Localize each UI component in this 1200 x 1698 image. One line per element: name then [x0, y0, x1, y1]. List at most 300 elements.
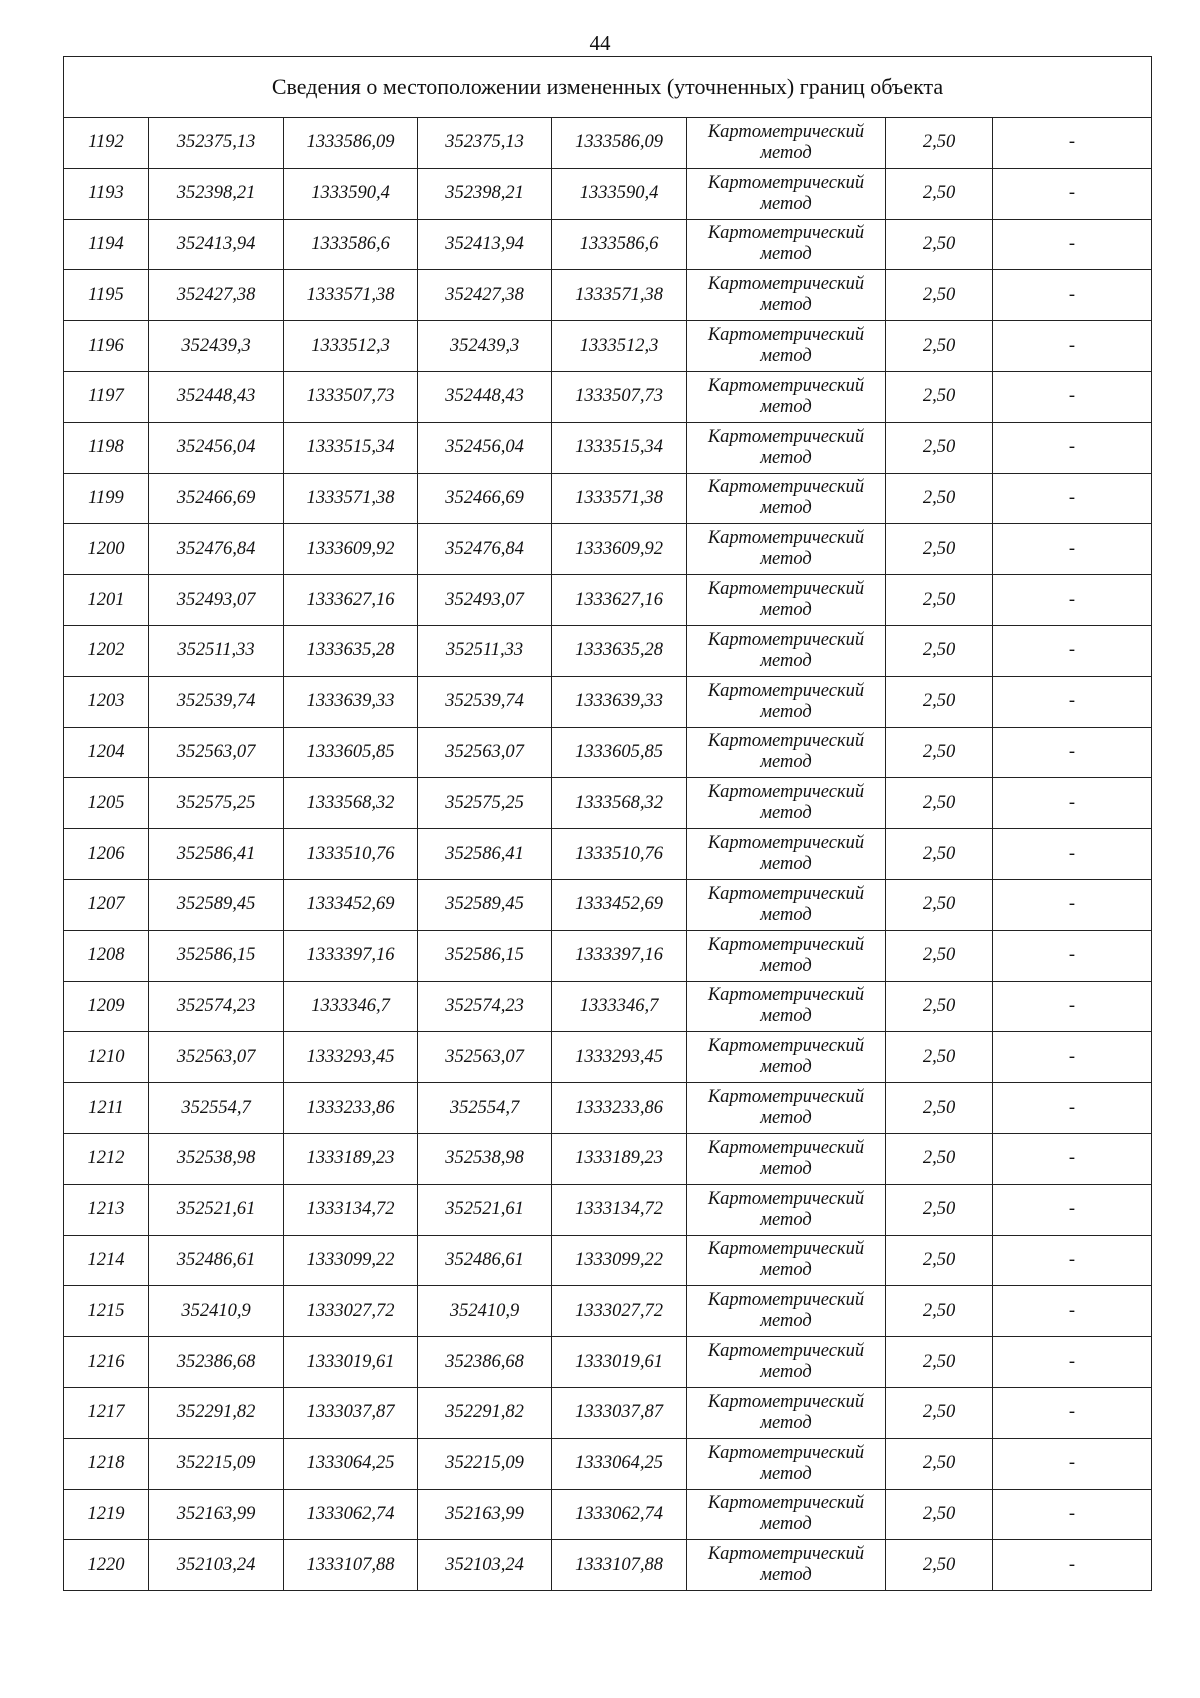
- new-y-cell: 1333064,25: [552, 1438, 687, 1489]
- old-x-cell: 352586,41: [149, 829, 284, 880]
- note-cell: -: [993, 118, 1152, 169]
- method-cell: [687, 1133, 886, 1184]
- method-line-2: метод: [760, 701, 812, 722]
- old-x-cell: 352448,43: [149, 371, 284, 422]
- table-row: [64, 1387, 1152, 1438]
- new-y-cell: 1333346,7: [552, 981, 687, 1032]
- note-cell: -: [993, 575, 1152, 626]
- method-line-2: метод: [760, 1514, 812, 1535]
- new-y-cell: 1333571,38: [552, 270, 687, 321]
- note-cell: -: [993, 676, 1152, 727]
- note-cell: -: [993, 524, 1152, 575]
- table-row: [64, 524, 1152, 575]
- new-y-cell: 1333586,09: [552, 118, 687, 169]
- old-x-cell: 352476,84: [149, 524, 284, 575]
- accuracy-cell: 2,50: [886, 321, 993, 372]
- old-y-cell: 1333062,74: [284, 1489, 418, 1540]
- accuracy-cell: 2,50: [886, 1235, 993, 1286]
- method-line-1: Картометрический: [707, 579, 865, 600]
- point-number-cell: 1208: [64, 930, 149, 981]
- method-line-1: Картометрический: [707, 1544, 865, 1565]
- point-number-cell: 1199: [64, 473, 149, 524]
- method-line-1: Картометрический: [707, 731, 865, 752]
- new-y-cell: 1333099,22: [552, 1235, 687, 1286]
- new-y-cell: 1333590,4: [552, 168, 687, 219]
- new-x-cell: 352291,82: [418, 1387, 552, 1438]
- new-x-cell: 352456,04: [418, 422, 552, 473]
- method-line-2: метод: [760, 1463, 812, 1484]
- old-y-cell: 1333512,3: [284, 321, 418, 372]
- accuracy-cell: 2,50: [886, 1489, 993, 1540]
- old-x-cell: 352163,99: [149, 1489, 284, 1540]
- point-number-cell: 1202: [64, 625, 149, 676]
- method-line-2: метод: [760, 1362, 812, 1383]
- note-cell: -: [993, 371, 1152, 422]
- old-x-cell: 352589,45: [149, 879, 284, 930]
- method-cell: [687, 1184, 886, 1235]
- new-y-cell: 1333507,73: [552, 371, 687, 422]
- method-line-1: Картометрический: [707, 680, 865, 701]
- old-x-cell: 352574,23: [149, 981, 284, 1032]
- new-x-cell: 352586,15: [418, 930, 552, 981]
- note-cell: -: [993, 270, 1152, 321]
- old-y-cell: 1333590,4: [284, 168, 418, 219]
- table-body: [64, 118, 1152, 1591]
- old-y-cell: 1333635,28: [284, 625, 418, 676]
- old-y-cell: 1333586,6: [284, 219, 418, 270]
- method-cell: [687, 422, 886, 473]
- new-x-cell: 352448,43: [418, 371, 552, 422]
- accuracy-cell: 2,50: [886, 727, 993, 778]
- method-line-1: Картометрический: [707, 883, 865, 904]
- old-y-cell: 1333064,25: [284, 1438, 418, 1489]
- new-x-cell: 352410,9: [418, 1286, 552, 1337]
- old-y-cell: 1333027,72: [284, 1286, 418, 1337]
- accuracy-cell: 2,50: [886, 1286, 993, 1337]
- point-number-cell: 1193: [64, 168, 149, 219]
- old-x-cell: 352539,74: [149, 676, 284, 727]
- new-x-cell: 352538,98: [418, 1133, 552, 1184]
- note-cell: -: [993, 829, 1152, 880]
- point-number-cell: 1204: [64, 727, 149, 778]
- method-line-2: метод: [760, 346, 812, 367]
- new-x-cell: 352466,69: [418, 473, 552, 524]
- method-cell: [687, 1387, 886, 1438]
- method-line-1: Картометрический: [707, 1137, 865, 1158]
- accuracy-cell: 2,50: [886, 1184, 993, 1235]
- method-line-1: Картометрический: [707, 1036, 865, 1057]
- new-y-cell: 1333571,38: [552, 473, 687, 524]
- table-row: [64, 1438, 1152, 1489]
- accuracy-cell: 2,50: [886, 1337, 993, 1388]
- new-x-cell: 352439,3: [418, 321, 552, 372]
- accuracy-cell: 2,50: [886, 524, 993, 575]
- note-cell: -: [993, 1337, 1152, 1388]
- accuracy-cell: 2,50: [886, 981, 993, 1032]
- method-cell: [687, 1235, 886, 1286]
- method-line-1: Картометрический: [707, 1442, 865, 1463]
- method-line-1: Картометрический: [707, 985, 865, 1006]
- new-y-cell: 1333233,86: [552, 1083, 687, 1134]
- old-y-cell: 1333507,73: [284, 371, 418, 422]
- note-cell: -: [993, 727, 1152, 778]
- method-cell: [687, 981, 886, 1032]
- method-line-1: Картометрический: [707, 172, 865, 193]
- point-number-cell: 1209: [64, 981, 149, 1032]
- method-line-1: Картометрический: [707, 1087, 865, 1108]
- new-y-cell: 1333037,87: [552, 1387, 687, 1438]
- method-line-1: Картометрический: [707, 1239, 865, 1260]
- new-y-cell: 1333639,33: [552, 676, 687, 727]
- new-x-cell: 352554,7: [418, 1083, 552, 1134]
- point-number-cell: 1212: [64, 1133, 149, 1184]
- method-line-2: метод: [760, 447, 812, 468]
- method-line-2: метод: [760, 955, 812, 976]
- note-cell: -: [993, 1540, 1152, 1591]
- method-line-2: метод: [760, 295, 812, 316]
- method-cell: [687, 270, 886, 321]
- point-number-cell: 1218: [64, 1438, 149, 1489]
- table-row: [64, 1337, 1152, 1388]
- table-title: Сведения о местоположении измененных (уточненных) границ объекта: [64, 57, 1152, 118]
- new-y-cell: 1333510,76: [552, 829, 687, 880]
- method-line-2: метод: [760, 1006, 812, 1027]
- old-x-cell: 352103,24: [149, 1540, 284, 1591]
- old-y-cell: 1333134,72: [284, 1184, 418, 1235]
- new-y-cell: 1333189,23: [552, 1133, 687, 1184]
- method-line-2: метод: [760, 650, 812, 671]
- new-x-cell: 352427,38: [418, 270, 552, 321]
- method-line-1: Картометрический: [707, 223, 865, 244]
- table-row: [64, 930, 1152, 981]
- new-x-cell: 352398,21: [418, 168, 552, 219]
- table-row: [64, 1184, 1152, 1235]
- method-line-1: Картометрический: [707, 833, 865, 854]
- table-row: [64, 727, 1152, 778]
- point-number-cell: 1206: [64, 829, 149, 880]
- new-x-cell: 352539,74: [418, 676, 552, 727]
- method-line-2: метод: [760, 142, 812, 163]
- method-line-2: метод: [760, 854, 812, 875]
- method-cell: [687, 321, 886, 372]
- old-y-cell: 1333605,85: [284, 727, 418, 778]
- table-row: [64, 1286, 1152, 1337]
- method-line-1: Картометрический: [707, 528, 865, 549]
- table-row: [64, 829, 1152, 880]
- new-y-cell: 1333605,85: [552, 727, 687, 778]
- old-y-cell: 1333233,86: [284, 1083, 418, 1134]
- new-x-cell: 352563,07: [418, 1032, 552, 1083]
- point-number-cell: 1217: [64, 1387, 149, 1438]
- point-number-cell: 1213: [64, 1184, 149, 1235]
- method-cell: [687, 219, 886, 270]
- table-row: [64, 1540, 1152, 1591]
- point-number-cell: 1220: [64, 1540, 149, 1591]
- note-cell: -: [993, 981, 1152, 1032]
- note-cell: -: [993, 422, 1152, 473]
- point-number-cell: 1196: [64, 321, 149, 372]
- method-line-1: Картометрический: [707, 1391, 865, 1412]
- method-cell: [687, 1286, 886, 1337]
- method-cell: [687, 1438, 886, 1489]
- old-x-cell: 352563,07: [149, 1032, 284, 1083]
- accuracy-cell: 2,50: [886, 829, 993, 880]
- point-number-cell: 1214: [64, 1235, 149, 1286]
- old-x-cell: 352521,61: [149, 1184, 284, 1235]
- new-y-cell: 1333609,92: [552, 524, 687, 575]
- old-y-cell: 1333571,38: [284, 270, 418, 321]
- point-number-cell: 1200: [64, 524, 149, 575]
- accuracy-cell: 2,50: [886, 676, 993, 727]
- new-x-cell: 352163,99: [418, 1489, 552, 1540]
- new-x-cell: 352574,23: [418, 981, 552, 1032]
- new-x-cell: 352589,45: [418, 879, 552, 930]
- method-line-1: Картометрический: [707, 782, 865, 803]
- accuracy-cell: 2,50: [886, 1540, 993, 1591]
- table-title-row: [64, 57, 1152, 118]
- method-cell: [687, 829, 886, 880]
- accuracy-cell: 2,50: [886, 930, 993, 981]
- accuracy-cell: 2,50: [886, 1133, 993, 1184]
- note-cell: -: [993, 625, 1152, 676]
- accuracy-cell: 2,50: [886, 1083, 993, 1134]
- old-x-cell: 352413,94: [149, 219, 284, 270]
- point-number-cell: 1192: [64, 118, 149, 169]
- note-cell: -: [993, 321, 1152, 372]
- method-line-1: Картометрический: [707, 121, 865, 142]
- table-row: [64, 219, 1152, 270]
- method-line-2: метод: [760, 244, 812, 265]
- new-x-cell: 352413,94: [418, 219, 552, 270]
- new-x-cell: 352511,33: [418, 625, 552, 676]
- method-line-2: метод: [760, 600, 812, 621]
- note-cell: -: [993, 473, 1152, 524]
- new-x-cell: 352563,07: [418, 727, 552, 778]
- accuracy-cell: 2,50: [886, 778, 993, 829]
- old-x-cell: 352493,07: [149, 575, 284, 626]
- old-x-cell: 352375,13: [149, 118, 284, 169]
- method-line-2: метод: [760, 1412, 812, 1433]
- new-x-cell: 352375,13: [418, 118, 552, 169]
- old-x-cell: 352215,09: [149, 1438, 284, 1489]
- method-cell: [687, 524, 886, 575]
- old-x-cell: 352410,9: [149, 1286, 284, 1337]
- method-line-2: метод: [760, 549, 812, 570]
- method-cell: [687, 1032, 886, 1083]
- old-x-cell: 352575,25: [149, 778, 284, 829]
- method-cell: [687, 879, 886, 930]
- old-y-cell: 1333452,69: [284, 879, 418, 930]
- method-cell: [687, 575, 886, 626]
- method-line-1: Картометрический: [707, 477, 865, 498]
- new-x-cell: 352493,07: [418, 575, 552, 626]
- boundary-table: [63, 56, 1152, 1591]
- table-row: [64, 1133, 1152, 1184]
- accuracy-cell: 2,50: [886, 1387, 993, 1438]
- method-cell: [687, 676, 886, 727]
- new-y-cell: 1333397,16: [552, 930, 687, 981]
- table-row: [64, 1489, 1152, 1540]
- old-x-cell: 352427,38: [149, 270, 284, 321]
- method-cell: [687, 625, 886, 676]
- new-y-cell: 1333062,74: [552, 1489, 687, 1540]
- note-cell: -: [993, 1184, 1152, 1235]
- accuracy-cell: 2,50: [886, 879, 993, 930]
- method-cell: [687, 1489, 886, 1540]
- new-x-cell: 352476,84: [418, 524, 552, 575]
- old-x-cell: 352538,98: [149, 1133, 284, 1184]
- new-y-cell: 1333512,3: [552, 321, 687, 372]
- point-number-cell: 1195: [64, 270, 149, 321]
- table-row: [64, 981, 1152, 1032]
- old-y-cell: 1333627,16: [284, 575, 418, 626]
- table-row: [64, 625, 1152, 676]
- old-y-cell: 1333515,34: [284, 422, 418, 473]
- old-y-cell: 1333107,88: [284, 1540, 418, 1591]
- new-y-cell: 1333293,45: [552, 1032, 687, 1083]
- table-row: [64, 321, 1152, 372]
- old-y-cell: 1333293,45: [284, 1032, 418, 1083]
- table-row: [64, 270, 1152, 321]
- old-y-cell: 1333397,16: [284, 930, 418, 981]
- point-number-cell: 1201: [64, 575, 149, 626]
- table-row: [64, 118, 1152, 169]
- table-row: [64, 168, 1152, 219]
- new-y-cell: 1333019,61: [552, 1337, 687, 1388]
- method-line-2: метод: [760, 396, 812, 417]
- method-cell: [687, 473, 886, 524]
- old-x-cell: 352386,68: [149, 1337, 284, 1388]
- old-x-cell: 352563,07: [149, 727, 284, 778]
- old-y-cell: 1333568,32: [284, 778, 418, 829]
- note-cell: -: [993, 1489, 1152, 1540]
- method-cell: [687, 1540, 886, 1591]
- note-cell: -: [993, 219, 1152, 270]
- accuracy-cell: 2,50: [886, 118, 993, 169]
- accuracy-cell: 2,50: [886, 1032, 993, 1083]
- method-cell: [687, 727, 886, 778]
- method-line-2: метод: [760, 498, 812, 519]
- new-x-cell: 352386,68: [418, 1337, 552, 1388]
- new-x-cell: 352586,41: [418, 829, 552, 880]
- point-number-cell: 1207: [64, 879, 149, 930]
- old-x-cell: 352398,21: [149, 168, 284, 219]
- note-cell: -: [993, 1286, 1152, 1337]
- new-x-cell: 352521,61: [418, 1184, 552, 1235]
- accuracy-cell: 2,50: [886, 625, 993, 676]
- method-line-1: Картометрический: [707, 325, 865, 346]
- method-line-2: метод: [760, 1158, 812, 1179]
- method-line-2: метод: [760, 1311, 812, 1332]
- note-cell: -: [993, 1438, 1152, 1489]
- method-line-1: Картометрический: [707, 375, 865, 396]
- method-line-1: Картометрический: [707, 629, 865, 650]
- page-number: 44: [589, 31, 611, 55]
- table-row: [64, 575, 1152, 626]
- old-y-cell: 1333639,33: [284, 676, 418, 727]
- note-cell: -: [993, 879, 1152, 930]
- table-row: [64, 473, 1152, 524]
- old-y-cell: 1333510,76: [284, 829, 418, 880]
- accuracy-cell: 2,50: [886, 575, 993, 626]
- new-y-cell: 1333452,69: [552, 879, 687, 930]
- method-line-1: Картометрический: [707, 1290, 865, 1311]
- old-y-cell: 1333346,7: [284, 981, 418, 1032]
- note-cell: -: [993, 1083, 1152, 1134]
- new-x-cell: 352103,24: [418, 1540, 552, 1591]
- accuracy-cell: 2,50: [886, 371, 993, 422]
- point-number-cell: 1210: [64, 1032, 149, 1083]
- point-number-cell: 1203: [64, 676, 149, 727]
- new-y-cell: 1333134,72: [552, 1184, 687, 1235]
- accuracy-cell: 2,50: [886, 473, 993, 524]
- method-line-2: метод: [760, 752, 812, 773]
- new-y-cell: 1333635,28: [552, 625, 687, 676]
- old-x-cell: 352456,04: [149, 422, 284, 473]
- method-line-1: Картометрический: [707, 1493, 865, 1514]
- method-line-2: метод: [760, 1260, 812, 1281]
- method-line-2: метод: [760, 1108, 812, 1129]
- note-cell: -: [993, 778, 1152, 829]
- old-y-cell: 1333586,09: [284, 118, 418, 169]
- new-y-cell: 1333568,32: [552, 778, 687, 829]
- table-row: [64, 1083, 1152, 1134]
- table-row: [64, 1235, 1152, 1286]
- new-y-cell: 1333586,6: [552, 219, 687, 270]
- accuracy-cell: 2,50: [886, 168, 993, 219]
- table-row: [64, 879, 1152, 930]
- table-row: [64, 676, 1152, 727]
- old-x-cell: 352439,3: [149, 321, 284, 372]
- new-x-cell: 352575,25: [418, 778, 552, 829]
- old-x-cell: 352511,33: [149, 625, 284, 676]
- old-x-cell: 352554,7: [149, 1083, 284, 1134]
- method-cell: [687, 778, 886, 829]
- table-row: [64, 778, 1152, 829]
- method-line-1: Картометрический: [707, 934, 865, 955]
- point-number-cell: 1211: [64, 1083, 149, 1134]
- new-x-cell: 352486,61: [418, 1235, 552, 1286]
- old-x-cell: 352486,61: [149, 1235, 284, 1286]
- table-row: [64, 422, 1152, 473]
- accuracy-cell: 2,50: [886, 1438, 993, 1489]
- note-cell: -: [993, 1133, 1152, 1184]
- note-cell: -: [993, 1387, 1152, 1438]
- method-cell: [687, 168, 886, 219]
- old-y-cell: 1333571,38: [284, 473, 418, 524]
- table-row: [64, 1032, 1152, 1083]
- method-cell: [687, 930, 886, 981]
- point-number-cell: 1198: [64, 422, 149, 473]
- point-number-cell: 1215: [64, 1286, 149, 1337]
- accuracy-cell: 2,50: [886, 219, 993, 270]
- method-line-1: Картометрический: [707, 426, 865, 447]
- point-number-cell: 1194: [64, 219, 149, 270]
- old-y-cell: 1333189,23: [284, 1133, 418, 1184]
- old-y-cell: 1333099,22: [284, 1235, 418, 1286]
- method-line-2: метод: [760, 1209, 812, 1230]
- note-cell: -: [993, 1235, 1152, 1286]
- method-line-2: метод: [760, 193, 812, 214]
- table-row: [64, 371, 1152, 422]
- old-y-cell: 1333019,61: [284, 1337, 418, 1388]
- note-cell: -: [993, 1032, 1152, 1083]
- old-x-cell: 352586,15: [149, 930, 284, 981]
- method-line-1: Картометрический: [707, 274, 865, 295]
- method-cell: [687, 371, 886, 422]
- old-x-cell: 352291,82: [149, 1387, 284, 1438]
- point-number-cell: 1197: [64, 371, 149, 422]
